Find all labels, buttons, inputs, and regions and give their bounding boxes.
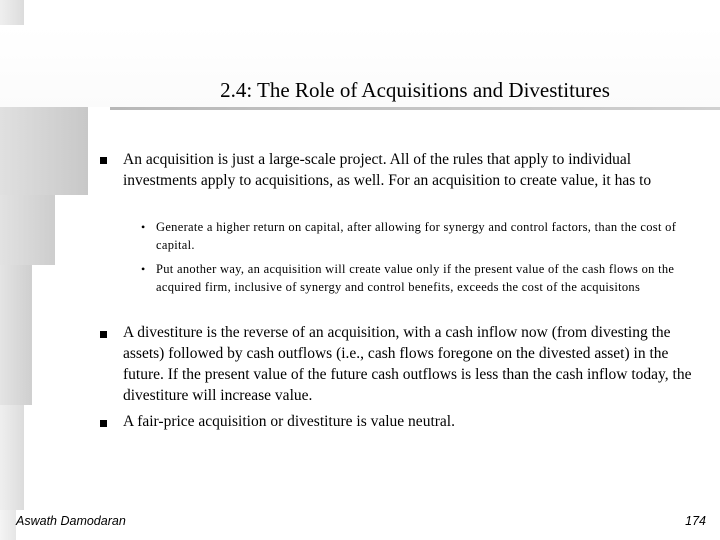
bullet-marker xyxy=(100,331,107,338)
sub-bullet-text: Generate a higher return on capital, after allowing for synergy and control factors, than the cost of capital. xyxy=(156,220,677,252)
bullet-marker xyxy=(100,157,107,164)
title-divider xyxy=(110,107,720,110)
decor-bar xyxy=(0,100,88,195)
slide-title: 2.4: The Role of Acquisitions and Divestitures xyxy=(220,78,610,102)
sub-bullet-marker: • xyxy=(141,220,146,234)
bullet-marker xyxy=(100,420,107,427)
footer-author: Aswath Damodaran xyxy=(16,514,126,528)
sub-bullet-marker: • xyxy=(141,262,146,276)
bullet-text: An acquisition is just a large-scale project. All of the rules that apply to individual investments apply to acquisitions, as well. For an acquisition to create value, it has to xyxy=(123,151,652,189)
sub-bullet-text: Put another way, an acquisition will create value only if the present value of the cash flows on the acquired firm, inclusive of synergy and control benefits, exceeds the cost of the acquisitons xyxy=(156,262,675,294)
bullet-text: A fair-price acquisition or divestiture is value neutral. xyxy=(123,413,455,430)
bullet-text: A divestiture is the reverse of an acquisition, with a cash inflow now (from divesting the assets) followed by cash outflows (i.e., cash flows foregone on the divested asset) in the future. If the present value of the future cash outflows is less than the cash inflow today, the divestiture will increase value. xyxy=(123,324,692,404)
page-number: 174 xyxy=(685,514,706,528)
